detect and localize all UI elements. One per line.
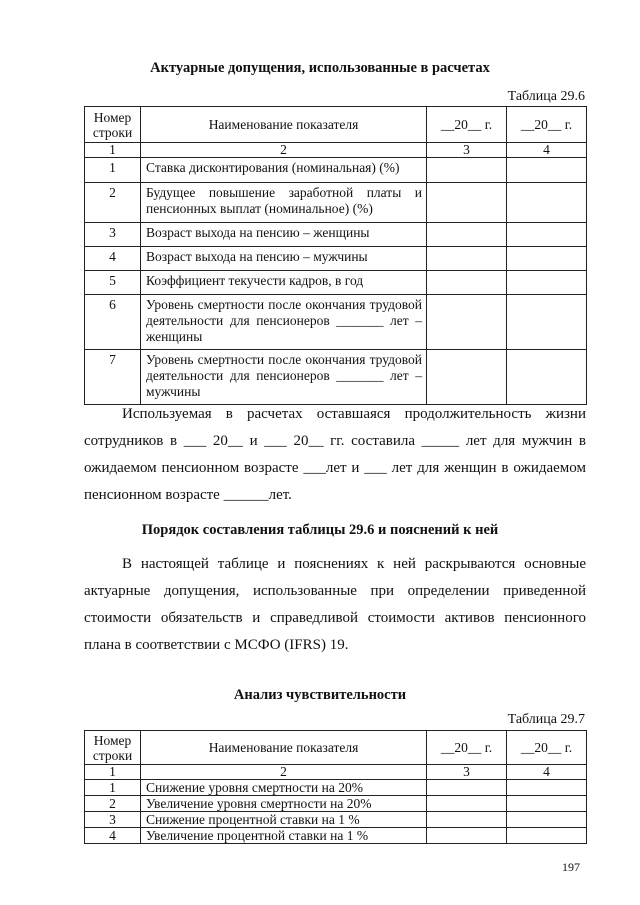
value-cell: [507, 828, 587, 844]
header-year-2: __20__ г.: [507, 107, 587, 143]
row-name: Ставка дисконтирования (номинальная) (%): [141, 158, 427, 183]
row-name: Уровень смертности после окончания трудовой деятельности для пенсионеров _______ лет – мужчины: [141, 350, 427, 405]
row-name: Снижение уровня смертности на 20%: [141, 780, 427, 796]
header-year-1: __20__ г.: [427, 107, 507, 143]
row-number: 3: [85, 223, 141, 247]
value-cell: [427, 295, 507, 350]
header-year-1: __20__ г.: [427, 731, 507, 765]
row-number: 1: [85, 158, 141, 183]
paragraph-line: актуарные допущения, использованные при определении приведенной: [84, 583, 586, 599]
value-cell: [507, 247, 587, 271]
table-row: [85, 796, 587, 812]
table-row: [85, 271, 587, 295]
paragraph-line: ожидаемом пенсионном возрасте ___лет и ___ лет для женщин в ожидаемом: [84, 460, 586, 476]
table-sensitivity: [84, 730, 587, 844]
row-number: 5: [85, 271, 141, 295]
row-number: 1: [85, 780, 141, 796]
table-row: [85, 295, 587, 350]
paragraph-line: сотрудников в ___ 20__ и ___ 20__ гг. составила _____ лет для мужчин в: [84, 433, 586, 449]
col-number: 4: [507, 143, 587, 158]
table-row: [85, 223, 587, 247]
section-title-sensitivity: Анализ чувствительности: [233, 687, 407, 703]
value-cell: [507, 271, 587, 295]
table-label: Таблица 29.6: [507, 89, 585, 104]
row-number: 6: [85, 295, 141, 350]
value-cell: [507, 183, 587, 223]
paragraph-line: Используемая в расчетах оставшаяся продолжительность жизни: [122, 406, 586, 422]
table-actuarial-assumptions: [84, 106, 587, 405]
header-indicator-name: Наименование показателя: [141, 107, 427, 143]
column-numbers-row: [85, 765, 587, 780]
table-row: [85, 780, 587, 796]
col-number: 1: [85, 143, 141, 158]
table-header-row: [85, 107, 587, 143]
row-name: Уровень смертности после окончания трудовой деятельности для пенсионеров _______ лет – женщины: [141, 295, 427, 350]
value-cell: [427, 812, 507, 828]
row-number: 2: [85, 183, 141, 223]
paragraph-line: стоимости обязательств и справедливой стоимости активов пенсионного: [84, 610, 586, 626]
column-numbers-row: [85, 143, 587, 158]
value-cell: [507, 158, 587, 183]
row-number: 2: [85, 796, 141, 812]
row-name: Возраст выхода на пенсию – мужчины: [141, 247, 427, 271]
section-title-procedure: Порядок составления таблицы 29.6 и пояснений к ней: [141, 522, 499, 538]
row-name: Возраст выхода на пенсию – женщины: [141, 223, 427, 247]
value-cell: [427, 247, 507, 271]
col-number: 3: [427, 143, 507, 158]
table-row: [85, 812, 587, 828]
value-cell: [507, 812, 587, 828]
row-number: 7: [85, 350, 141, 405]
table-row: [85, 158, 587, 183]
header-row-number: Номер строки: [85, 107, 141, 143]
value-cell: [427, 271, 507, 295]
row-name: Будущее повышение заработной платы и пенсионных выплат (номинальное) (%): [141, 183, 427, 223]
paragraph-procedure: [84, 551, 586, 659]
row-number: 4: [85, 247, 141, 271]
value-cell: [507, 350, 587, 405]
value-cell: [427, 828, 507, 844]
col-number: 1: [85, 765, 141, 780]
value-cell: [507, 295, 587, 350]
table-header-row: [85, 731, 587, 765]
header-indicator-name: Наименование показателя: [141, 731, 427, 765]
row-name: Увеличение уровня смертности на 20%: [141, 796, 427, 812]
value-cell: [427, 158, 507, 183]
col-number: 2: [141, 143, 427, 158]
row-number: 4: [85, 828, 141, 844]
table-row: [85, 828, 587, 844]
paragraph-line: плана в соответствии с МСФО (IFRS) 19.: [84, 637, 349, 653]
row-name: Увеличение процентной ставки на 1 %: [141, 828, 427, 844]
value-cell: [507, 796, 587, 812]
paragraph-life-expectancy: [84, 401, 586, 509]
col-number: 2: [141, 765, 427, 780]
row-number: 3: [85, 812, 141, 828]
value-cell: [507, 223, 587, 247]
paragraph-line: пенсионном возрасте ______лет.: [84, 487, 292, 503]
header-row-number: Номер строки: [85, 731, 141, 765]
section-title-actuarial-assumptions: Актуарные допущения, использованные в расчетах: [150, 60, 490, 76]
value-cell: [427, 223, 507, 247]
table-row: [85, 183, 587, 223]
paragraph-line: В настоящей таблице и пояснениях к ней раскрываются основные: [122, 556, 586, 572]
value-cell: [427, 183, 507, 223]
table-row: [85, 247, 587, 271]
table-row: [85, 350, 587, 405]
value-cell: [427, 780, 507, 796]
table-label: Таблица 29.7: [507, 712, 585, 727]
page-number: 197: [562, 860, 580, 874]
value-cell: [427, 350, 507, 405]
header-year-2: __20__ г.: [507, 731, 587, 765]
row-name: Коэффициент текучести кадров, в год: [141, 271, 427, 295]
value-cell: [507, 780, 587, 796]
col-number: 3: [427, 765, 507, 780]
row-name: Снижение процентной ставки на 1 %: [141, 812, 427, 828]
col-number: 4: [507, 765, 587, 780]
value-cell: [427, 796, 507, 812]
